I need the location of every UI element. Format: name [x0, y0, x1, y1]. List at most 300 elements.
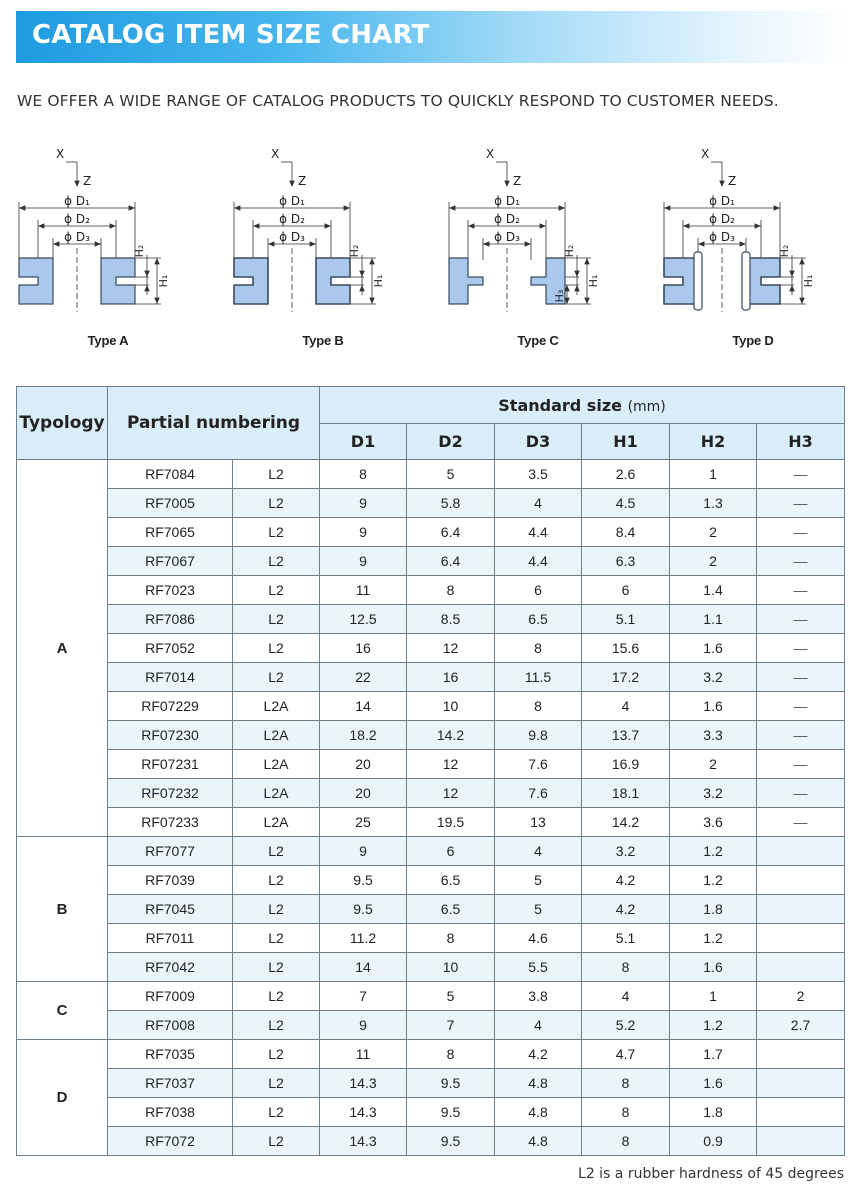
h1-cell: 4 — [582, 982, 670, 1011]
type-b-label: Type B — [302, 333, 344, 348]
d3-cell: 5 — [495, 866, 582, 895]
d1-cell: 9.5 — [320, 866, 407, 895]
part-number-cell: RF7014 — [108, 663, 233, 692]
d2-cell: 8.5 — [407, 605, 495, 634]
h1-cell: 8 — [582, 1069, 670, 1098]
d2-cell: 9.5 — [407, 1069, 495, 1098]
d3-cell: 11.5 — [495, 663, 582, 692]
type-b-dim-h1-arrow-up — [369, 258, 375, 264]
table-row — [17, 895, 845, 924]
h3-cell: — — [757, 779, 845, 808]
table-row — [17, 750, 845, 779]
d3-cell: 8 — [495, 692, 582, 721]
standard-size-label: Standard size — [498, 395, 622, 415]
type-c-dim-h3-label: H₃ — [553, 289, 566, 303]
hardness-cell: L2 — [233, 1127, 320, 1156]
type-b-dim-h1-label: H₁ — [372, 274, 385, 288]
h2-cell: 1.6 — [670, 634, 757, 663]
hardness-cell: L2A — [233, 692, 320, 721]
type-c-dim-d2-label: ϕ D₂ — [494, 212, 520, 226]
page-subtitle: WE OFFER A WIDE RANGE OF CATALOG PRODUCTS TO QUICKLY RESPOND TO CUSTOMER NEEDS. — [17, 92, 779, 110]
h1-cell: 6.3 — [582, 547, 670, 576]
d1-cell: 9 — [320, 489, 407, 518]
type-a-axis-z-arrow — [74, 181, 80, 187]
table-row — [17, 1069, 845, 1098]
type-d-dim-h2-arrow-up — [789, 285, 795, 291]
h3-cell — [757, 1127, 845, 1156]
h2-cell: 1.6 — [670, 953, 757, 982]
type-d-flange-left — [694, 252, 702, 310]
d2-cell: 6 — [407, 837, 495, 866]
table-row — [17, 837, 845, 866]
d1-cell: 20 — [320, 750, 407, 779]
table-row — [17, 547, 845, 576]
h2-cell: 2 — [670, 518, 757, 547]
table-row — [17, 1011, 845, 1040]
type-c-dim-d2-arrow-right — [540, 223, 546, 229]
header-h2: H2 — [670, 424, 757, 460]
type-b-dim-h1-arrow-down — [369, 298, 375, 304]
d1-cell: 20 — [320, 779, 407, 808]
type-d-label: Type D — [732, 333, 774, 348]
type-a-dim-d1-arrow-right — [129, 205, 135, 211]
type-b-dim-h2-arrow-down — [359, 271, 365, 277]
type-c-dim-h2-arrow-up — [574, 285, 580, 291]
table-row — [17, 663, 845, 692]
type-a-axis-x: X — [56, 147, 65, 161]
h3-cell: — — [757, 634, 845, 663]
d2-cell: 8 — [407, 924, 495, 953]
type-a-section-left — [19, 258, 53, 304]
header-standard-size — [320, 387, 845, 424]
d1-cell: 14.3 — [320, 1069, 407, 1098]
d1-cell: 14.3 — [320, 1127, 407, 1156]
hardness-cell: L2 — [233, 489, 320, 518]
type-d-dim-h1-arrow-down — [799, 298, 805, 304]
type-a-dim-h2-label: H₂ — [133, 244, 146, 258]
part-number-cell: RF7042 — [108, 953, 233, 982]
part-number-cell: RF7037 — [108, 1069, 233, 1098]
type-a-label: Type A — [87, 333, 129, 348]
part-number-cell: RF7035 — [108, 1040, 233, 1069]
d1-cell: 11.2 — [320, 924, 407, 953]
h2-cell: 1.2 — [670, 924, 757, 953]
type-c-dim-d3-arrow-right — [525, 241, 531, 247]
part-number-cell: RF7005 — [108, 489, 233, 518]
hardness-cell: L2 — [233, 1098, 320, 1127]
size-table — [16, 386, 845, 1156]
h2-cell: 1.2 — [670, 837, 757, 866]
d2-cell: 19.5 — [407, 808, 495, 837]
h3-cell: — — [757, 750, 845, 779]
header-typology: Typology — [17, 387, 108, 460]
d3-cell: 5.5 — [495, 953, 582, 982]
hardness-cell: L2 — [233, 460, 320, 489]
d3-cell: 5 — [495, 895, 582, 924]
h3-cell: — — [757, 460, 845, 489]
h1-cell: 5.1 — [582, 605, 670, 634]
part-number-cell: RF7084 — [108, 460, 233, 489]
d2-cell: 6.4 — [407, 518, 495, 547]
d3-cell: 3.5 — [495, 460, 582, 489]
h2-cell: 1.1 — [670, 605, 757, 634]
hardness-cell: L2 — [233, 605, 320, 634]
table-row — [17, 1098, 845, 1127]
d3-cell: 4.8 — [495, 1098, 582, 1127]
type-c-dim-d1-arrow-left — [449, 205, 455, 211]
d1-cell: 14.3 — [320, 1098, 407, 1127]
h1-cell: 18.1 — [582, 779, 670, 808]
h1-cell: 4.5 — [582, 489, 670, 518]
hardness-cell: L2 — [233, 663, 320, 692]
h3-cell: — — [757, 721, 845, 750]
header-d1: D1 — [320, 424, 407, 460]
d1-cell: 7 — [320, 982, 407, 1011]
h1-cell: 4.2 — [582, 866, 670, 895]
type-diagrams — [0, 140, 866, 360]
d1-cell: 9 — [320, 518, 407, 547]
type-d-axis-x: X — [701, 147, 710, 161]
d1-cell: 16 — [320, 634, 407, 663]
d2-cell: 7 — [407, 1011, 495, 1040]
type-b-dim-d2-arrow-right — [325, 223, 331, 229]
table-row — [17, 518, 845, 547]
h1-cell: 4.2 — [582, 895, 670, 924]
d3-cell: 9.8 — [495, 721, 582, 750]
h2-cell: 1 — [670, 982, 757, 1011]
hardness-cell: L2 — [233, 1040, 320, 1069]
table-row — [17, 489, 845, 518]
h3-cell: — — [757, 518, 845, 547]
d2-cell: 16 — [407, 663, 495, 692]
type-a-dim-d3-label: ϕ D₃ — [64, 230, 90, 244]
h1-cell: 17.2 — [582, 663, 670, 692]
type-a-dim-h1-arrow-down — [154, 298, 160, 304]
hardness-cell: L2 — [233, 924, 320, 953]
h2-cell: 1.2 — [670, 1011, 757, 1040]
h3-cell: 2.7 — [757, 1011, 845, 1040]
h2-cell: 1.8 — [670, 895, 757, 924]
type-d-dim-d3-arrow-left — [698, 241, 704, 247]
part-number-cell: RF07231 — [108, 750, 233, 779]
type-b-dim-d3-arrow-right — [310, 241, 316, 247]
h3-cell — [757, 924, 845, 953]
h1-cell: 8 — [582, 953, 670, 982]
d2-cell: 6.4 — [407, 547, 495, 576]
d1-cell: 9 — [320, 1011, 407, 1040]
type-d-axis-z-arrow — [719, 181, 725, 187]
type-a-dim-d3-arrow-left — [53, 241, 59, 247]
type-a-axis-z: Z — [83, 174, 92, 188]
d2-cell: 12 — [407, 779, 495, 808]
grommet-cross-section-diagrams — [0, 140, 866, 340]
h3-cell — [757, 866, 845, 895]
table-row — [17, 1040, 845, 1069]
h1-cell: 8 — [582, 1098, 670, 1127]
type-a-section-right — [101, 258, 135, 304]
type-b-section-right — [316, 258, 350, 304]
table-row — [17, 953, 845, 982]
h1-cell: 2.6 — [582, 460, 670, 489]
h1-cell: 6 — [582, 576, 670, 605]
h3-cell: — — [757, 489, 845, 518]
part-number-cell: RF7038 — [108, 1098, 233, 1127]
type-c-dim-h1-arrow-down — [584, 298, 590, 304]
d3-cell: 4 — [495, 837, 582, 866]
d3-cell: 8 — [495, 634, 582, 663]
d2-cell: 5.8 — [407, 489, 495, 518]
h2-cell: 3.3 — [670, 721, 757, 750]
table-row — [17, 721, 845, 750]
type-d-dim-d1-arrow-right — [774, 205, 780, 211]
part-number-cell: RF7011 — [108, 924, 233, 953]
standard-size-unit: (mm) — [627, 398, 666, 415]
h3-cell: — — [757, 692, 845, 721]
hardness-cell: L2 — [233, 518, 320, 547]
d1-cell: 11 — [320, 576, 407, 605]
header-partial-numbering: Partial numbering — [108, 387, 320, 460]
d3-cell: 4.6 — [495, 924, 582, 953]
h1-cell: 13.7 — [582, 721, 670, 750]
table-row — [17, 779, 845, 808]
type-d-dim-d1-arrow-left — [664, 205, 670, 211]
d1-cell: 11 — [320, 1040, 407, 1069]
part-number-cell: RF7077 — [108, 837, 233, 866]
type-a-dim-h1-arrow-up — [154, 258, 160, 264]
type-a-dim-d2-label: ϕ D₂ — [64, 212, 90, 226]
hardness-cell: L2 — [233, 953, 320, 982]
h1-cell: 15.6 — [582, 634, 670, 663]
d3-cell: 4 — [495, 489, 582, 518]
part-number-cell: RF07232 — [108, 779, 233, 808]
d2-cell: 12 — [407, 750, 495, 779]
hardness-cell: L2 — [233, 1011, 320, 1040]
type-b-axis-z-arrow — [289, 181, 295, 187]
table-row — [17, 924, 845, 953]
h3-cell — [757, 1069, 845, 1098]
type-c-dim-h2-arrow-down — [574, 271, 580, 277]
hardness-cell: L2A — [233, 779, 320, 808]
type-d-dim-h1-label: H₁ — [802, 274, 815, 288]
hardness-cell: L2 — [233, 866, 320, 895]
type-d-dim-d3-label: ϕ D₃ — [709, 230, 735, 244]
type-c-axis-x: X — [486, 147, 495, 161]
d2-cell: 9.5 — [407, 1098, 495, 1127]
d2-cell: 8 — [407, 1040, 495, 1069]
h3-cell: — — [757, 576, 845, 605]
table-row — [17, 982, 845, 1011]
table-row — [17, 460, 845, 489]
type-b-section-left — [234, 258, 268, 304]
h2-cell: 3.2 — [670, 663, 757, 692]
type-c-label: Type C — [517, 333, 559, 348]
type-d-dim-d3-arrow-right — [740, 241, 746, 247]
h2-cell: 1.7 — [670, 1040, 757, 1069]
part-number-cell: RF7072 — [108, 1127, 233, 1156]
type-d-dim-d1-label: ϕ D₁ — [709, 194, 735, 208]
h3-cell — [757, 1098, 845, 1127]
d3-cell: 4.4 — [495, 547, 582, 576]
type-b-axis-x: X — [271, 147, 280, 161]
d1-cell: 12.5 — [320, 605, 407, 634]
d2-cell: 9.5 — [407, 1127, 495, 1156]
type-d-axis-z: Z — [728, 174, 737, 188]
h2-cell: 3.2 — [670, 779, 757, 808]
d2-cell: 5 — [407, 460, 495, 489]
type-b-dim-d3-label: ϕ D₃ — [279, 230, 305, 244]
hardness-cell: L2 — [233, 837, 320, 866]
h1-cell: 14.2 — [582, 808, 670, 837]
part-number-cell: RF7067 — [108, 547, 233, 576]
type-a-dim-h2-arrow-down — [144, 271, 150, 277]
typology-cell: D — [17, 1040, 108, 1156]
hardness-cell: L2A — [233, 808, 320, 837]
hardness-cell: L2A — [233, 750, 320, 779]
type-d-dim-d2-arrow-right — [755, 223, 761, 229]
d1-cell: 25 — [320, 808, 407, 837]
d2-cell: 5 — [407, 982, 495, 1011]
type-a-dim-h2-arrow-up — [144, 285, 150, 291]
h1-cell: 5.1 — [582, 924, 670, 953]
h3-cell: — — [757, 663, 845, 692]
d2-cell: 12 — [407, 634, 495, 663]
table-row — [17, 866, 845, 895]
d3-cell: 7.6 — [495, 779, 582, 808]
type-b-dim-d2-arrow-left — [253, 223, 259, 229]
h1-cell: 5.2 — [582, 1011, 670, 1040]
type-b-axis-z: Z — [298, 174, 307, 188]
table-row — [17, 605, 845, 634]
h1-cell: 4.7 — [582, 1040, 670, 1069]
h2-cell: 1.4 — [670, 576, 757, 605]
d1-cell: 22 — [320, 663, 407, 692]
header-d2: D2 — [407, 424, 495, 460]
part-number-cell: RF07229 — [108, 692, 233, 721]
hardness-cell: L2 — [233, 895, 320, 924]
type-c-section-left — [449, 258, 483, 304]
h2-cell: 1.8 — [670, 1098, 757, 1127]
type-d-section-left — [664, 258, 698, 304]
header-h1: H1 — [582, 424, 670, 460]
d1-cell: 9 — [320, 547, 407, 576]
header-d3: D3 — [495, 424, 582, 460]
h1-cell: 8 — [582, 1127, 670, 1156]
part-number-cell: RF7008 — [108, 1011, 233, 1040]
h1-cell: 16.9 — [582, 750, 670, 779]
type-d-dim-h2-arrow-down — [789, 271, 795, 277]
type-a-dim-d1-arrow-left — [19, 205, 25, 211]
h2-cell: 3.6 — [670, 808, 757, 837]
h3-cell: — — [757, 808, 845, 837]
h3-cell — [757, 895, 845, 924]
hardness-cell: L2A — [233, 721, 320, 750]
table-row — [17, 692, 845, 721]
d2-cell: 10 — [407, 953, 495, 982]
type-b-dim-d2-label: ϕ D₂ — [279, 212, 305, 226]
h3-cell: 2 — [757, 982, 845, 1011]
h3-cell — [757, 953, 845, 982]
d2-cell: 6.5 — [407, 895, 495, 924]
hardness-cell: L2 — [233, 982, 320, 1011]
part-number-cell: RF7023 — [108, 576, 233, 605]
type-d-dim-h2-label: H₂ — [778, 244, 791, 258]
part-number-cell: RF07233 — [108, 808, 233, 837]
part-number-cell: RF7009 — [108, 982, 233, 1011]
type-c-dim-d3-label: ϕ D₃ — [494, 230, 520, 244]
typology-cell: A — [17, 460, 108, 837]
d1-cell: 9.5 — [320, 895, 407, 924]
type-c-dim-d1-arrow-right — [559, 205, 565, 211]
table-row — [17, 1127, 845, 1156]
h1-cell: 3.2 — [582, 837, 670, 866]
hardness-cell: L2 — [233, 1069, 320, 1098]
h1-cell: 8.4 — [582, 518, 670, 547]
table-row — [17, 634, 845, 663]
type-b-dim-h2-arrow-up — [359, 285, 365, 291]
type-a-dim-d2-arrow-right — [110, 223, 116, 229]
h2-cell: 1 — [670, 460, 757, 489]
hardness-cell: L2 — [233, 576, 320, 605]
d2-cell: 10 — [407, 692, 495, 721]
type-b-dim-d1-arrow-left — [234, 205, 240, 211]
d3-cell: 4.2 — [495, 1040, 582, 1069]
typology-cell: B — [17, 837, 108, 982]
h2-cell: 1.3 — [670, 489, 757, 518]
d3-cell: 4.4 — [495, 518, 582, 547]
d3-cell: 6.5 — [495, 605, 582, 634]
h2-cell: 1.6 — [670, 1069, 757, 1098]
type-d-section-right — [746, 258, 780, 304]
type-b-dim-h2-label: H₂ — [348, 244, 361, 258]
type-d-dim-h1-arrow-up — [799, 258, 805, 264]
h2-cell: 2 — [670, 750, 757, 779]
hardness-cell: L2 — [233, 547, 320, 576]
type-a-dim-h1-label: H₁ — [157, 274, 170, 288]
type-b-dim-d1-arrow-right — [344, 205, 350, 211]
type-c-dim-d2-arrow-left — [468, 223, 474, 229]
d2-cell: 14.2 — [407, 721, 495, 750]
type-d-dim-d2-arrow-left — [683, 223, 689, 229]
d1-cell: 14 — [320, 953, 407, 982]
type-c-axis-z-arrow — [504, 181, 510, 187]
table-body — [17, 460, 845, 1156]
part-number-cell: RF07230 — [108, 721, 233, 750]
hardness-cell: L2 — [233, 634, 320, 663]
d3-cell: 6 — [495, 576, 582, 605]
part-number-cell: RF7065 — [108, 518, 233, 547]
h3-cell: — — [757, 605, 845, 634]
h3-cell: — — [757, 547, 845, 576]
d3-cell: 4.8 — [495, 1127, 582, 1156]
title-banner — [16, 11, 850, 63]
page-title: CATALOG ITEM SIZE CHART — [32, 20, 430, 50]
table-row — [17, 576, 845, 605]
d3-cell: 3.8 — [495, 982, 582, 1011]
d2-cell: 6.5 — [407, 866, 495, 895]
type-a-dim-d2-arrow-left — [38, 223, 44, 229]
type-b-dim-d3-arrow-left — [268, 241, 274, 247]
type-c-dim-h1-label: H₁ — [587, 274, 600, 288]
type-c-axis-z: Z — [513, 174, 522, 188]
typology-cell: C — [17, 982, 108, 1040]
d2-cell: 8 — [407, 576, 495, 605]
part-number-cell: RF7086 — [108, 605, 233, 634]
type-a-dim-d3-arrow-right — [95, 241, 101, 247]
type-b-dim-d1-label: ϕ D₁ — [279, 194, 305, 208]
d1-cell: 14 — [320, 692, 407, 721]
footnote: L2 is a rubber hardness of 45 degrees — [578, 1166, 844, 1182]
h3-cell — [757, 1040, 845, 1069]
